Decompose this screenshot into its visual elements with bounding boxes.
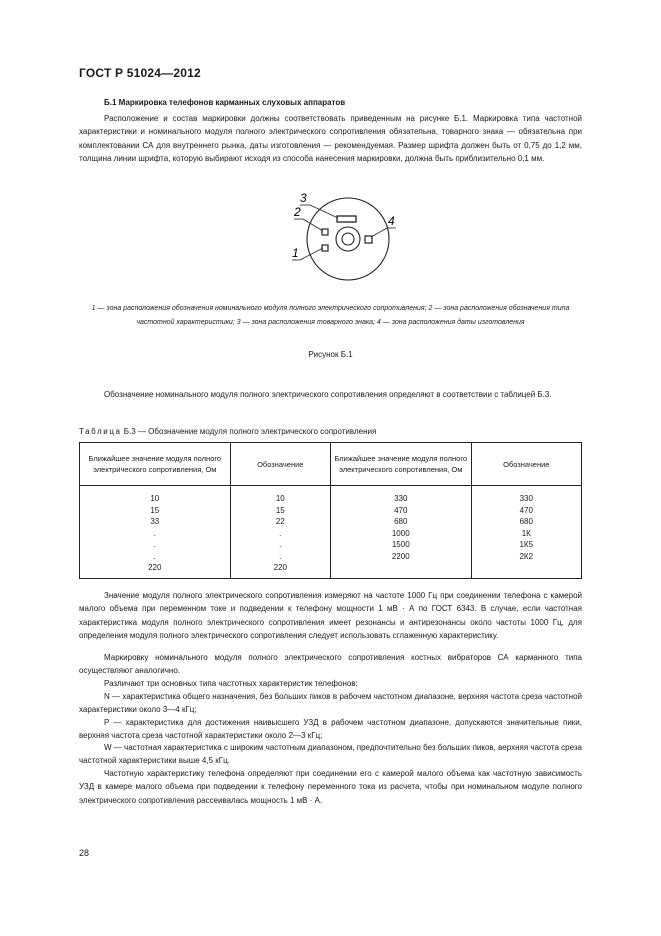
paragraph-bone-vibrators: Маркировку номинального модуля полного электрического сопротивления костных вибраторов СА карманного типа осуществляют аналогично. — [79, 653, 582, 676]
table-header-value-2: Ближайшее значение модуля полного электрического сопротивления, Ом — [330, 443, 471, 486]
table-cell: 1К5 — [519, 540, 534, 549]
table-cell: 1500 — [391, 540, 410, 549]
table-cell: 470 — [394, 505, 408, 515]
table-cell: 470 — [519, 505, 533, 515]
table-cell: 2К2 — [519, 551, 534, 561]
paragraph-response-types: Различают три основных типа частотных характеристик телефонов: — [104, 679, 358, 688]
table-cell: 220 — [273, 563, 287, 572]
table-cell: . — [153, 551, 156, 561]
figure-label-4: 4 — [388, 214, 395, 228]
phone-center-hole — [342, 233, 354, 245]
table-cell: 2200 — [391, 551, 410, 561]
figure-drawing — [280, 183, 410, 283]
paragraph-marking-requirements: Расположение и состав маркировки должны соответствовать приведенным на рисунке Б.1. Маркировка типа частотной характеристики и номинального модуля полного электрического сопротивления обязательна, товарного знака — обязательна при комплектовании СА для внутреннего рынка, даты изготовления — рекомендуемая. Размер шрифта должен быть от 0,75 до 1,2 мм, толщина линии шрифта, которую выбирают исходя из способа нанесения маркировки, должна быть приблизительно 0,1 мм. — [79, 114, 582, 163]
table-cell: . — [153, 540, 156, 549]
list-item-n: N — характеристика общего назначения, без больших пиков в рабочем частотном диапазоне, верхняя частота среза частотной характеристики около 3—4 кГц; — [79, 692, 582, 715]
table-caption-prefix: Таблица — [79, 427, 122, 436]
table-cell: 33 — [150, 517, 160, 526]
phone-inner-ring — [336, 227, 360, 251]
table-row — [80, 486, 582, 579]
paragraph-measurement: Значение модуля полного электрического сопротивления измеряют на частоте 1000 Гц при соединении телефона с камерой малого объема при переменном токе и подведении к телефону мощности 1 мВ · А по ГОСТ 6343. В случае, если частотная характеристика модуля полного электрического сопротивления имеет резонансы и антирезонансы около частоты 1000 Гц, для определения модуля полного электрического сопротивления следует использовать сглаженную характеристику. — [79, 591, 582, 640]
table-cell: 1000 — [391, 528, 410, 538]
table-cell: 10 — [275, 494, 285, 503]
figure-label-3: 3 — [300, 191, 307, 205]
section-title: Б.1 Маркировка телефонов карманных слуховых аппаратов — [104, 98, 346, 107]
paragraph-frequency-response: Частотную характеристику телефона определяют при соединении его с камерой малого объема как частотную зависимость УЗД в камере малого объема при подведении к телефону переменного тока из расчета, чтобы при номинальном модуле полного электрического сопротивления рассеивалась мощность 1 мВ · А. — [79, 769, 582, 805]
table-col-value-1 — [80, 486, 231, 579]
figure-title: Рисунок Б.1 — [308, 350, 353, 359]
table-cell: 220 — [148, 563, 162, 572]
table-cell: . — [279, 540, 282, 549]
leader-line-4 — [371, 228, 387, 237]
figure-b1 — [280, 183, 410, 283]
zone-response-type — [322, 229, 328, 235]
table-header-value-1: Ближайшее значение модуля полного электрического сопротивления, Ом — [80, 443, 231, 486]
table-header-row — [80, 443, 582, 486]
table-header-designation-2: Обозначение — [471, 443, 581, 486]
zone-trademark — [337, 216, 356, 222]
figure-caption: 1 — зона расположения обозначения номинального модуля полного электрического сопротивления; 2 — зона расположения обозначения типа частотной характеристики; 3 — зона расположения товарного знака; 4 — зона расположения даты изготовления — [91, 305, 570, 326]
table-cell: 22 — [275, 517, 285, 526]
table-cell: 15 — [150, 505, 160, 515]
impedance-table — [79, 442, 582, 579]
table-col-designation-2 — [471, 486, 581, 579]
page-number: 28 — [79, 848, 90, 858]
figure-label-1: 1 — [292, 246, 299, 260]
table-cell: 330 — [394, 494, 408, 503]
table-cell: . — [279, 551, 282, 561]
document-header: ГОСТ Р 51024—2012 — [79, 66, 201, 80]
table-caption — [79, 427, 376, 436]
table-cell: . — [153, 528, 156, 538]
figure-label-2: 2 — [294, 205, 301, 219]
table-cell: 15 — [275, 505, 285, 515]
leader-line-2 — [303, 219, 323, 231]
table-cell: 330 — [519, 494, 533, 503]
table-caption-text: Б.3 — Обозначение модуля полного электрического сопротивления — [121, 427, 377, 436]
table-cell: . — [279, 528, 282, 538]
table-cell: 680 — [519, 517, 533, 526]
table-cell: 680 — [394, 517, 408, 526]
list-item-w: W — частотная характеристика с широким частотным диапазоном, предпочтительно без больших пиков, верхняя частота среза частотной характеристики выше 4,5 кГц. — [79, 743, 582, 766]
table-col-value-2 — [330, 486, 471, 579]
phone-outline-circle — [307, 198, 389, 280]
paragraph-table-reference: Обозначение номинального модуля полного электрического сопротивления определяют в соответствии с таблицей Б.3. — [104, 390, 552, 399]
table-header-designation-1: Обозначение — [230, 443, 330, 486]
list-item-p: P — характеристика для достижения наивысшего УЗД в рабочем частотном диапазоне, допускаются значительные пики, верхняя частота среза частотной характеристики около 2—3 кГц; — [79, 718, 582, 741]
table-cell: 1К — [521, 528, 531, 538]
table-col-designation-1 — [230, 486, 330, 579]
table-cell: 10 — [150, 494, 160, 503]
zone-date — [365, 236, 372, 243]
